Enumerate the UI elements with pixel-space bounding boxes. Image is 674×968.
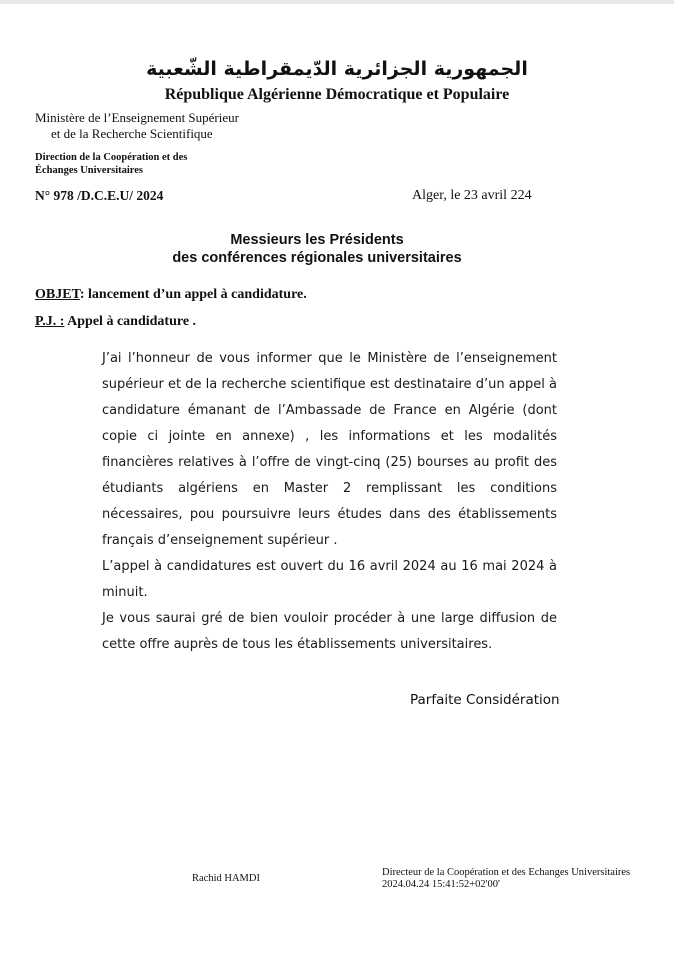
direction-line-2: Échanges Universitaires: [35, 165, 144, 176]
republic-title: République Algérienne Démocratique et Populaire: [164, 86, 510, 103]
letter-date: Alger, le 23 avril 224: [412, 188, 532, 203]
subject-label: OBJET: [35, 287, 80, 302]
addressee-line-2: des conférences régionales universitaires: [172, 250, 462, 266]
subject-line: [35, 287, 307, 303]
attachment-label: P.J. :: [35, 314, 65, 329]
ministry-line-2: et de la Recherche Scientifique: [51, 126, 213, 141]
addressee: [0, 231, 634, 267]
signer-name: Rachid HAMDI: [192, 873, 260, 884]
reference-number: N° 978 /D.C.E.U/ 2024: [35, 188, 164, 203]
body-paragraph-2: L’appel à candidatures est ouvert du 16 avril 2024 au 16 mai 2024 à minuit.: [102, 559, 557, 600]
attachment-text: Appel à candidature .: [64, 314, 197, 329]
direction-line-1: Direction de la Coopération et des: [35, 152, 188, 163]
direction-heading: [35, 151, 187, 177]
ministry-line-1: Ministère de l’Enseignement Supérieur: [35, 110, 239, 125]
signature-timestamp: 2024.04.24 15:41:52+02'00': [382, 879, 500, 890]
letter-body: [102, 346, 557, 658]
subject-text: : lancement d’un appel à candidature.: [79, 287, 307, 302]
closing-formula: Parfaite Considération: [410, 692, 560, 708]
signer-title: Directeur de la Coopération et des Echanges Universitaires: [382, 867, 631, 878]
arabic-republic-title: الجمهورية الجزائرية الدّيمقراطية الشّعبية: [146, 58, 528, 80]
attachment-line: [35, 314, 196, 330]
body-paragraph-1: J’ai l’honneur de vous informer que le Ministère de l’enseignement supérieur et de la recherche scientifique est destinataire d’un appel à candidature émanant de l’Ambassade de France en Algérie (dont copie ci jointe en annexe) , les informations et les modalités financières relatives à l’offre de vingt-cinq (25) bourses au profit des étudiants algériens en Master 2 remplissant les conditions nécessaires, pou poursuivre leurs études dans des établissements français d’enseignement supérieur .: [102, 351, 557, 548]
digital-signature-block: [382, 867, 630, 891]
ministry-heading: [35, 110, 239, 142]
top-border: [0, 0, 674, 4]
addressee-line-1: Messieurs les Présidents: [230, 232, 404, 248]
body-paragraph-3: Je vous saurai gré de bien vouloir procéder à une large diffusion de cette offre auprès de tous les établissements universitaires.: [102, 611, 557, 652]
